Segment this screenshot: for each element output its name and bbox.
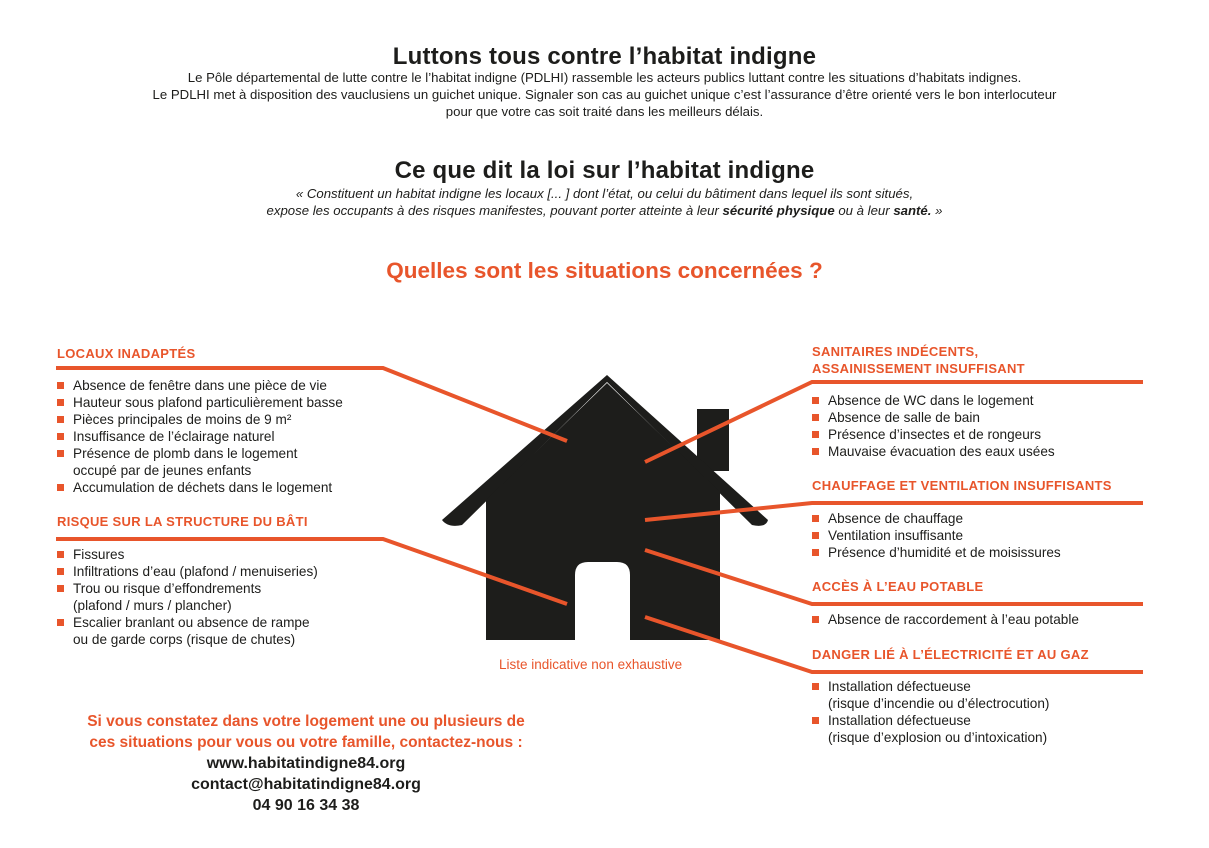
category-title-structure: RISQUE SUR LA STRUCTURE DU BÂTI bbox=[57, 514, 308, 529]
list-item bbox=[812, 527, 1061, 544]
item-text: Installation défectueuse bbox=[828, 679, 971, 694]
quote-text: » bbox=[931, 203, 943, 218]
item-text: (risque d’explosion ou d’intoxication) bbox=[828, 730, 1048, 745]
item-text: Absence de WC dans le logement bbox=[828, 393, 1034, 408]
category-title-line: ASSAINISSEMENT INSUFFISANT bbox=[812, 361, 1025, 376]
item-text: Présence d’insectes et de rongeurs bbox=[828, 427, 1042, 442]
phone-number[interactable]: 04 90 16 34 38 bbox=[252, 797, 360, 814]
item-text: ou de garde corps (risque de chutes) bbox=[73, 632, 296, 647]
contact-details bbox=[40, 753, 572, 816]
law-title: Ce que dit la loi sur l’habitat indigne bbox=[394, 157, 815, 184]
item-text: Présence d’humidité et de moisissures bbox=[828, 545, 1061, 560]
item-text: Absence de salle de bain bbox=[828, 410, 980, 425]
list-item bbox=[812, 678, 1049, 712]
intro-line: Le Pôle départemental de lutte contre le l’habitat indigne (PDLHI) rassemble les acteurs publics luttant contre les situations d’habitats indignes. bbox=[187, 70, 1022, 85]
item-text: occupé par de jeunes enfants bbox=[73, 463, 252, 478]
quote-text: expose les occupants à des risques manifestes, pouvant porter atteinte à leur bbox=[266, 203, 723, 218]
quote-emphasis-security: sécurité physique bbox=[722, 203, 835, 218]
item-text: Hauteur sous plafond particulièrement basse bbox=[73, 395, 343, 410]
category-list-sanitaires bbox=[812, 392, 1055, 460]
item-text: Ventilation insuffisante bbox=[828, 528, 964, 543]
quote-text: ou à leur bbox=[834, 203, 894, 218]
item-text: (risque d’incendie ou d’électrocution) bbox=[828, 696, 1050, 711]
call-to-action bbox=[40, 711, 572, 753]
list-item bbox=[812, 443, 1055, 460]
list-item bbox=[812, 510, 1061, 527]
list-item bbox=[57, 377, 343, 394]
page-title: Luttons tous contre l’habitat indigne bbox=[392, 43, 817, 70]
category-list-electricite bbox=[812, 678, 1049, 746]
door-shape bbox=[575, 562, 630, 640]
list-item bbox=[57, 479, 343, 496]
category-title-electricite: DANGER LIÉ À L’ÉLECTRICITÉ ET AU GAZ bbox=[812, 647, 1089, 662]
intro-line: pour que votre cas soit traité dans les meilleurs délais. bbox=[445, 104, 764, 119]
item-text: Pièces principales de moins de 9 m² bbox=[73, 412, 292, 427]
item-text: (plafond / murs / plancher) bbox=[73, 598, 232, 613]
category-title-chauffage: CHAUFFAGE ET VENTILATION INSUFFISANTS bbox=[812, 478, 1112, 493]
item-text: Absence de raccordement à l’eau potable bbox=[828, 612, 1079, 627]
intro-line: Le PDLHI met à disposition des vauclusiens un guichet unique. Signaler son cas au guichet unique c’est l’assurance d’être orienté vers le bon interlocuteur bbox=[152, 87, 1057, 102]
list-disclaimer: Liste indicative non exhaustive bbox=[499, 657, 683, 672]
list-item bbox=[812, 544, 1061, 561]
item-text: Fissures bbox=[73, 547, 125, 562]
category-title-eau: ACCÈS À L’EAU POTABLE bbox=[812, 579, 984, 594]
cta-line: Si vous constatez dans votre logement une ou plusieurs de bbox=[87, 713, 525, 730]
category-list-structure bbox=[57, 546, 318, 648]
item-text: Infiltrations d’eau (plafond / menuiseries) bbox=[73, 564, 318, 579]
list-item bbox=[57, 563, 318, 580]
item-text: Escalier branlant ou absence de rampe bbox=[73, 615, 310, 630]
list-item bbox=[812, 611, 1079, 628]
law-quote-line-1: « Constituent un habitat indigne les locaux [... ] dont l’état, ou celui du bâtiment dans lequel ils sont situés, bbox=[295, 186, 914, 201]
list-item bbox=[57, 394, 343, 411]
quote-emphasis-health: santé. bbox=[893, 203, 932, 218]
situations-title: Quelles sont les situations concernées ? bbox=[386, 258, 823, 283]
item-text: Trou ou risque d’effondrements bbox=[73, 581, 262, 596]
item-text: Insuffisance de l’éclairage naturel bbox=[73, 429, 275, 444]
category-title-line: SANITAIRES INDÉCENTS, bbox=[812, 344, 979, 359]
item-text: Mauvaise évacuation des eaux usées bbox=[828, 444, 1055, 459]
item-text: Installation défectueuse bbox=[828, 713, 971, 728]
list-item bbox=[812, 392, 1055, 409]
category-title-sanitaires bbox=[812, 343, 1025, 377]
item-text: Présence de plomb dans le logement bbox=[73, 446, 298, 461]
item-text: Accumulation de déchets dans le logement bbox=[73, 480, 333, 495]
list-item bbox=[57, 546, 318, 563]
cta-line: ces situations pour vous ou votre famille, contactez-nous : bbox=[89, 734, 523, 751]
item-text: Absence de fenêtre dans une pièce de vie bbox=[73, 378, 327, 393]
category-list-eau bbox=[812, 611, 1079, 628]
list-item bbox=[57, 428, 343, 445]
list-item bbox=[57, 580, 318, 614]
list-item bbox=[57, 445, 343, 479]
category-list-chauffage bbox=[812, 510, 1061, 561]
list-item bbox=[812, 426, 1055, 443]
item-text: Absence de chauffage bbox=[828, 511, 964, 526]
list-item bbox=[812, 409, 1055, 426]
category-title-locaux: LOCAUX INADAPTÉS bbox=[57, 346, 196, 361]
list-item bbox=[812, 712, 1049, 746]
list-item bbox=[57, 614, 318, 648]
website-link[interactable]: www.habitatindigne84.org bbox=[206, 755, 406, 772]
list-item bbox=[57, 411, 343, 428]
category-list-locaux bbox=[57, 377, 343, 496]
email-link[interactable]: contact@habitatindigne84.org bbox=[191, 776, 421, 793]
